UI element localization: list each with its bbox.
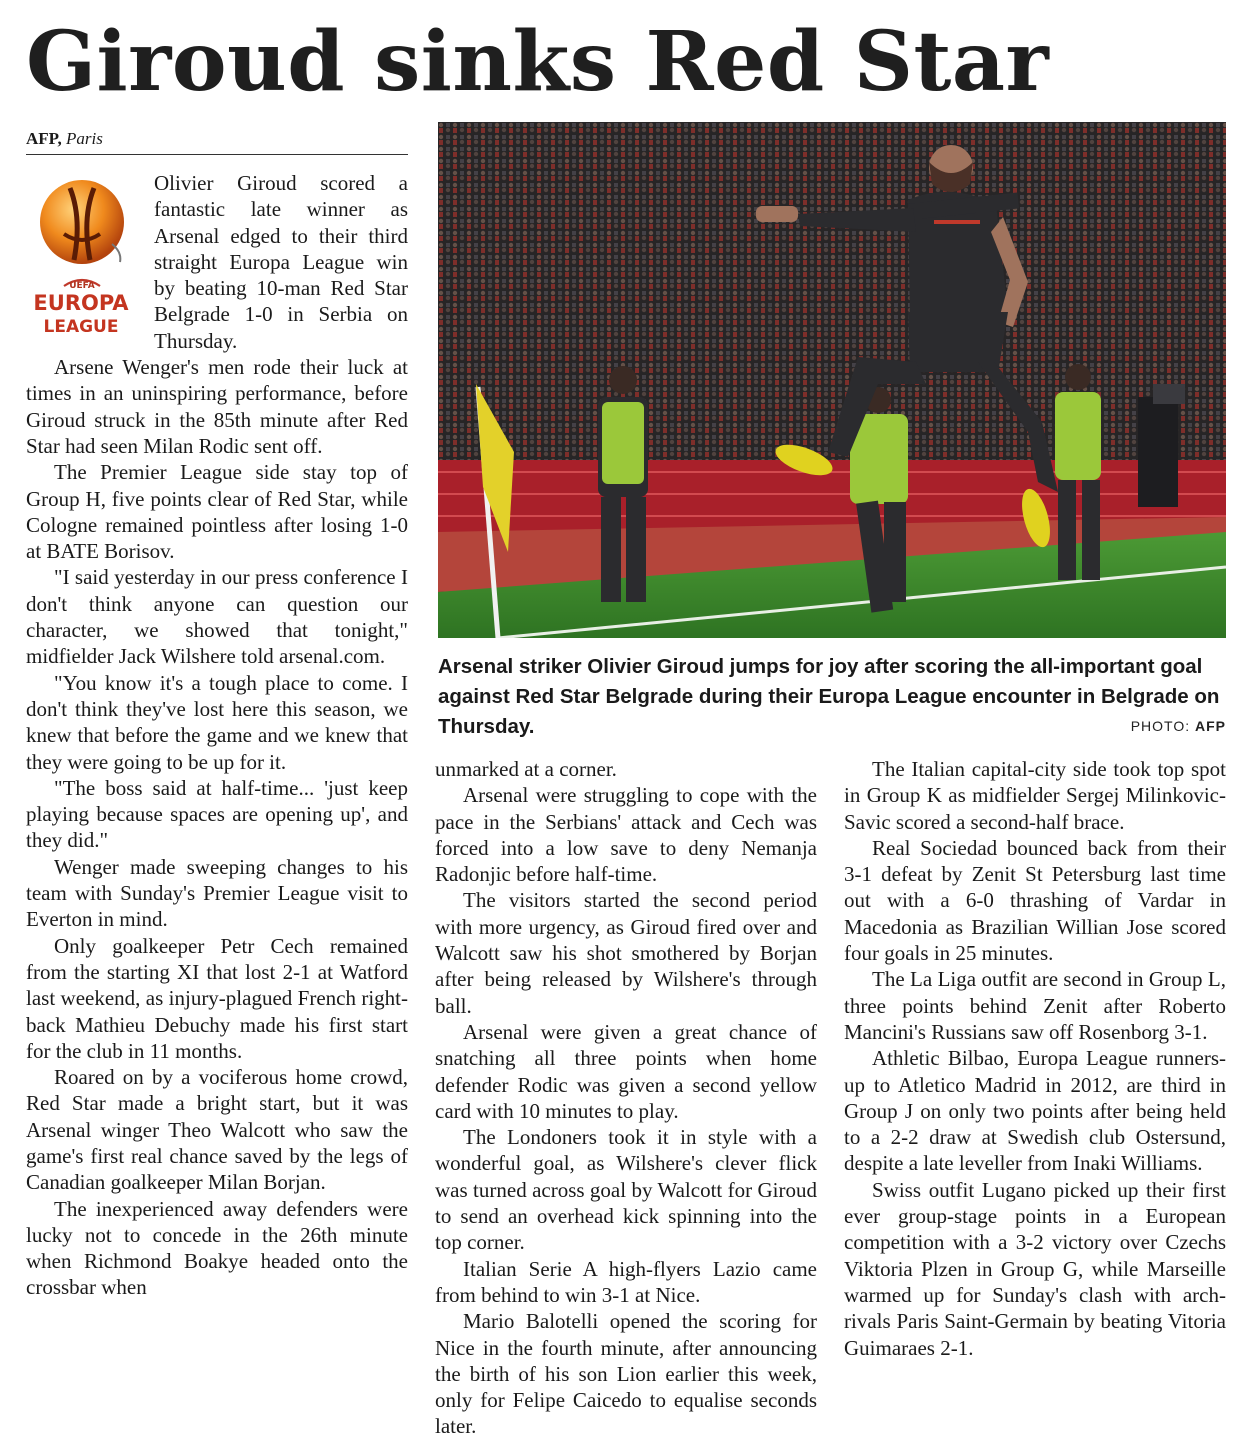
europa-league-trophy-logo xyxy=(24,174,144,344)
byline-agency: AFP, xyxy=(26,129,62,148)
paragraph: Mario Balotelli opened the scoring for Nice in the fourth minute, after announcing the birth of his son Lion earlier this week, only for Felipe Caicedo to equalise seconds later. xyxy=(435,1309,817,1439)
paragraph: Real Sociedad bounced back from their 3-1 defeat by Zenit St Petersburg last time out with a 6-0 thrashing of Vardar in Macedonia as Brazilian Willian Jose scored four goals in 25 minutes. xyxy=(844,835,1226,966)
photo-credit xyxy=(1131,718,1226,734)
paragraph: "I said yesterday in our press conference I don't think anyone can question our character, we showed that tonight," midfielder Jack Wilshere told arsenal.com. xyxy=(26,565,408,669)
paragraph: Arsenal were struggling to cope with the pace in the Serbians' attack and Cech was forced into a low save to deny Nemanja Radonjic before half-time. xyxy=(435,783,817,887)
paragraph: Roared on by a vociferous home crowd, Red Star made a bright start, but it was Arsenal winger Theo Walcott who saw the game's first real chance saved by the legs of Canadian goalkeeper Milan Borjan. xyxy=(26,1065,408,1195)
paragraph: Only goalkeeper Petr Cech remained from the starting XI that lost 2-1 at Watford last weekend, as injury-plagued French right-back Mathieu Debuchy made his first start for the club in 11 months. xyxy=(26,933,408,1063)
paragraph: The La Liga outfit are second in Group L, three points behind Zenit after Roberto Mancini's Russians saw off Rosenborg 3-1. xyxy=(844,967,1226,1044)
logo-league-text: LEAGUE xyxy=(43,317,119,337)
paragraph: Olivier Giroud scored a fantastic late winner as Arsenal edged to their third straight Europa League win by beating 10-man Red Star Belgrade 1-0 in Serbia on Thursday. xyxy=(154,171,408,353)
photo-credit-label: PHOTO: xyxy=(1130,718,1191,734)
paragraph: unmarked at a corner. xyxy=(435,757,617,781)
paragraph: Athletic Bilbao, Europa League runners-up to Atletico Madrid in 2012, are third in Group J on only two points after being held to a 2-2 draw at Swedish club Ostersund, despite a late leveller from Inaki Williams. xyxy=(844,1046,1226,1176)
paragraph: Swiss outfit Lugano picked up their first ever group-stage points in a European competition with a 3-2 victory over Czechs Viktoria Plzen in Group G, while Marseille warmed up for Sunday's clash with arch-rivals Paris Saint-Germain by beating Vitoria Guimaraes 2-1. xyxy=(844,1177,1226,1360)
paragraph: The visitors started the second period with more urgency, as Giroud fired over and Walcott saw his shot smothered by Borjan after being released by Wilshere's through ball. xyxy=(435,888,817,1018)
headline: Giroud sinks Red Star xyxy=(26,14,1050,110)
paragraph: Arsene Wenger's men rode their luck at times in an uninspiring performance, before Giroud struck in the 85th minute after Red Star had seen Milan Rodic sent off. xyxy=(26,355,408,458)
article-column-1 xyxy=(26,170,408,1301)
paragraph: Arsenal were given a great chance of snatching all three points when home defender Rodic was given a second yellow card with 10 minutes to play. xyxy=(435,1019,817,1123)
byline-city: Paris xyxy=(66,129,103,148)
paragraph: "The boss said at half-time... 'just keep playing because spaces are opening up', and they did." xyxy=(26,775,408,853)
paragraph: The Italian capital-city side took top spot in Group K as midfielder Sergej Milinkovic-Savic scored a second-half brace. xyxy=(844,757,1226,834)
match-photo xyxy=(438,122,1226,638)
paragraph: The Londoners took it in style with a wonderful goal, as Wilshere's clever flick was turned across goal by Walcott for Giroud to send an overhead kick spinning into the top corner. xyxy=(435,1125,817,1255)
logo-europa-text: EUROPA xyxy=(33,291,129,315)
paragraph: Wenger made sweeping changes to his team with Sunday's Premier League visit to Everton in mind. xyxy=(26,854,408,932)
paragraph: Italian Serie A high-flyers Lazio came from behind to win 3-1 at Nice. xyxy=(435,1256,817,1307)
article-column-2 xyxy=(435,756,817,1440)
photo-credit-source: AFP xyxy=(1195,718,1226,734)
paragraph: The Premier League side stay top of Group H, five points clear of Red Star, while Cologne remained pointless after losing 1-0 at BATE Borisov. xyxy=(26,460,408,564)
paragraph: The inexperienced away defenders were lucky not to concede in the 26th minute when Richmond Boakye headed onto the crossbar when xyxy=(26,1196,408,1300)
paragraph: "You know it's a tough place to come. I don't think they've lost here this season, we knew that before the game and we knew that they were going to be up for it. xyxy=(26,670,408,774)
logo-uefa-text: UEFA xyxy=(69,281,95,291)
article-column-3 xyxy=(844,756,1226,1361)
photo-caption: Arsenal striker Olivier Giroud jumps for joy after scoring the all-important goal against Red Star Belgrade during their Europa League encounter in Belgrade on Thursday. xyxy=(438,655,1220,738)
byline xyxy=(26,128,408,155)
giroud-celebration-image xyxy=(438,122,1226,638)
